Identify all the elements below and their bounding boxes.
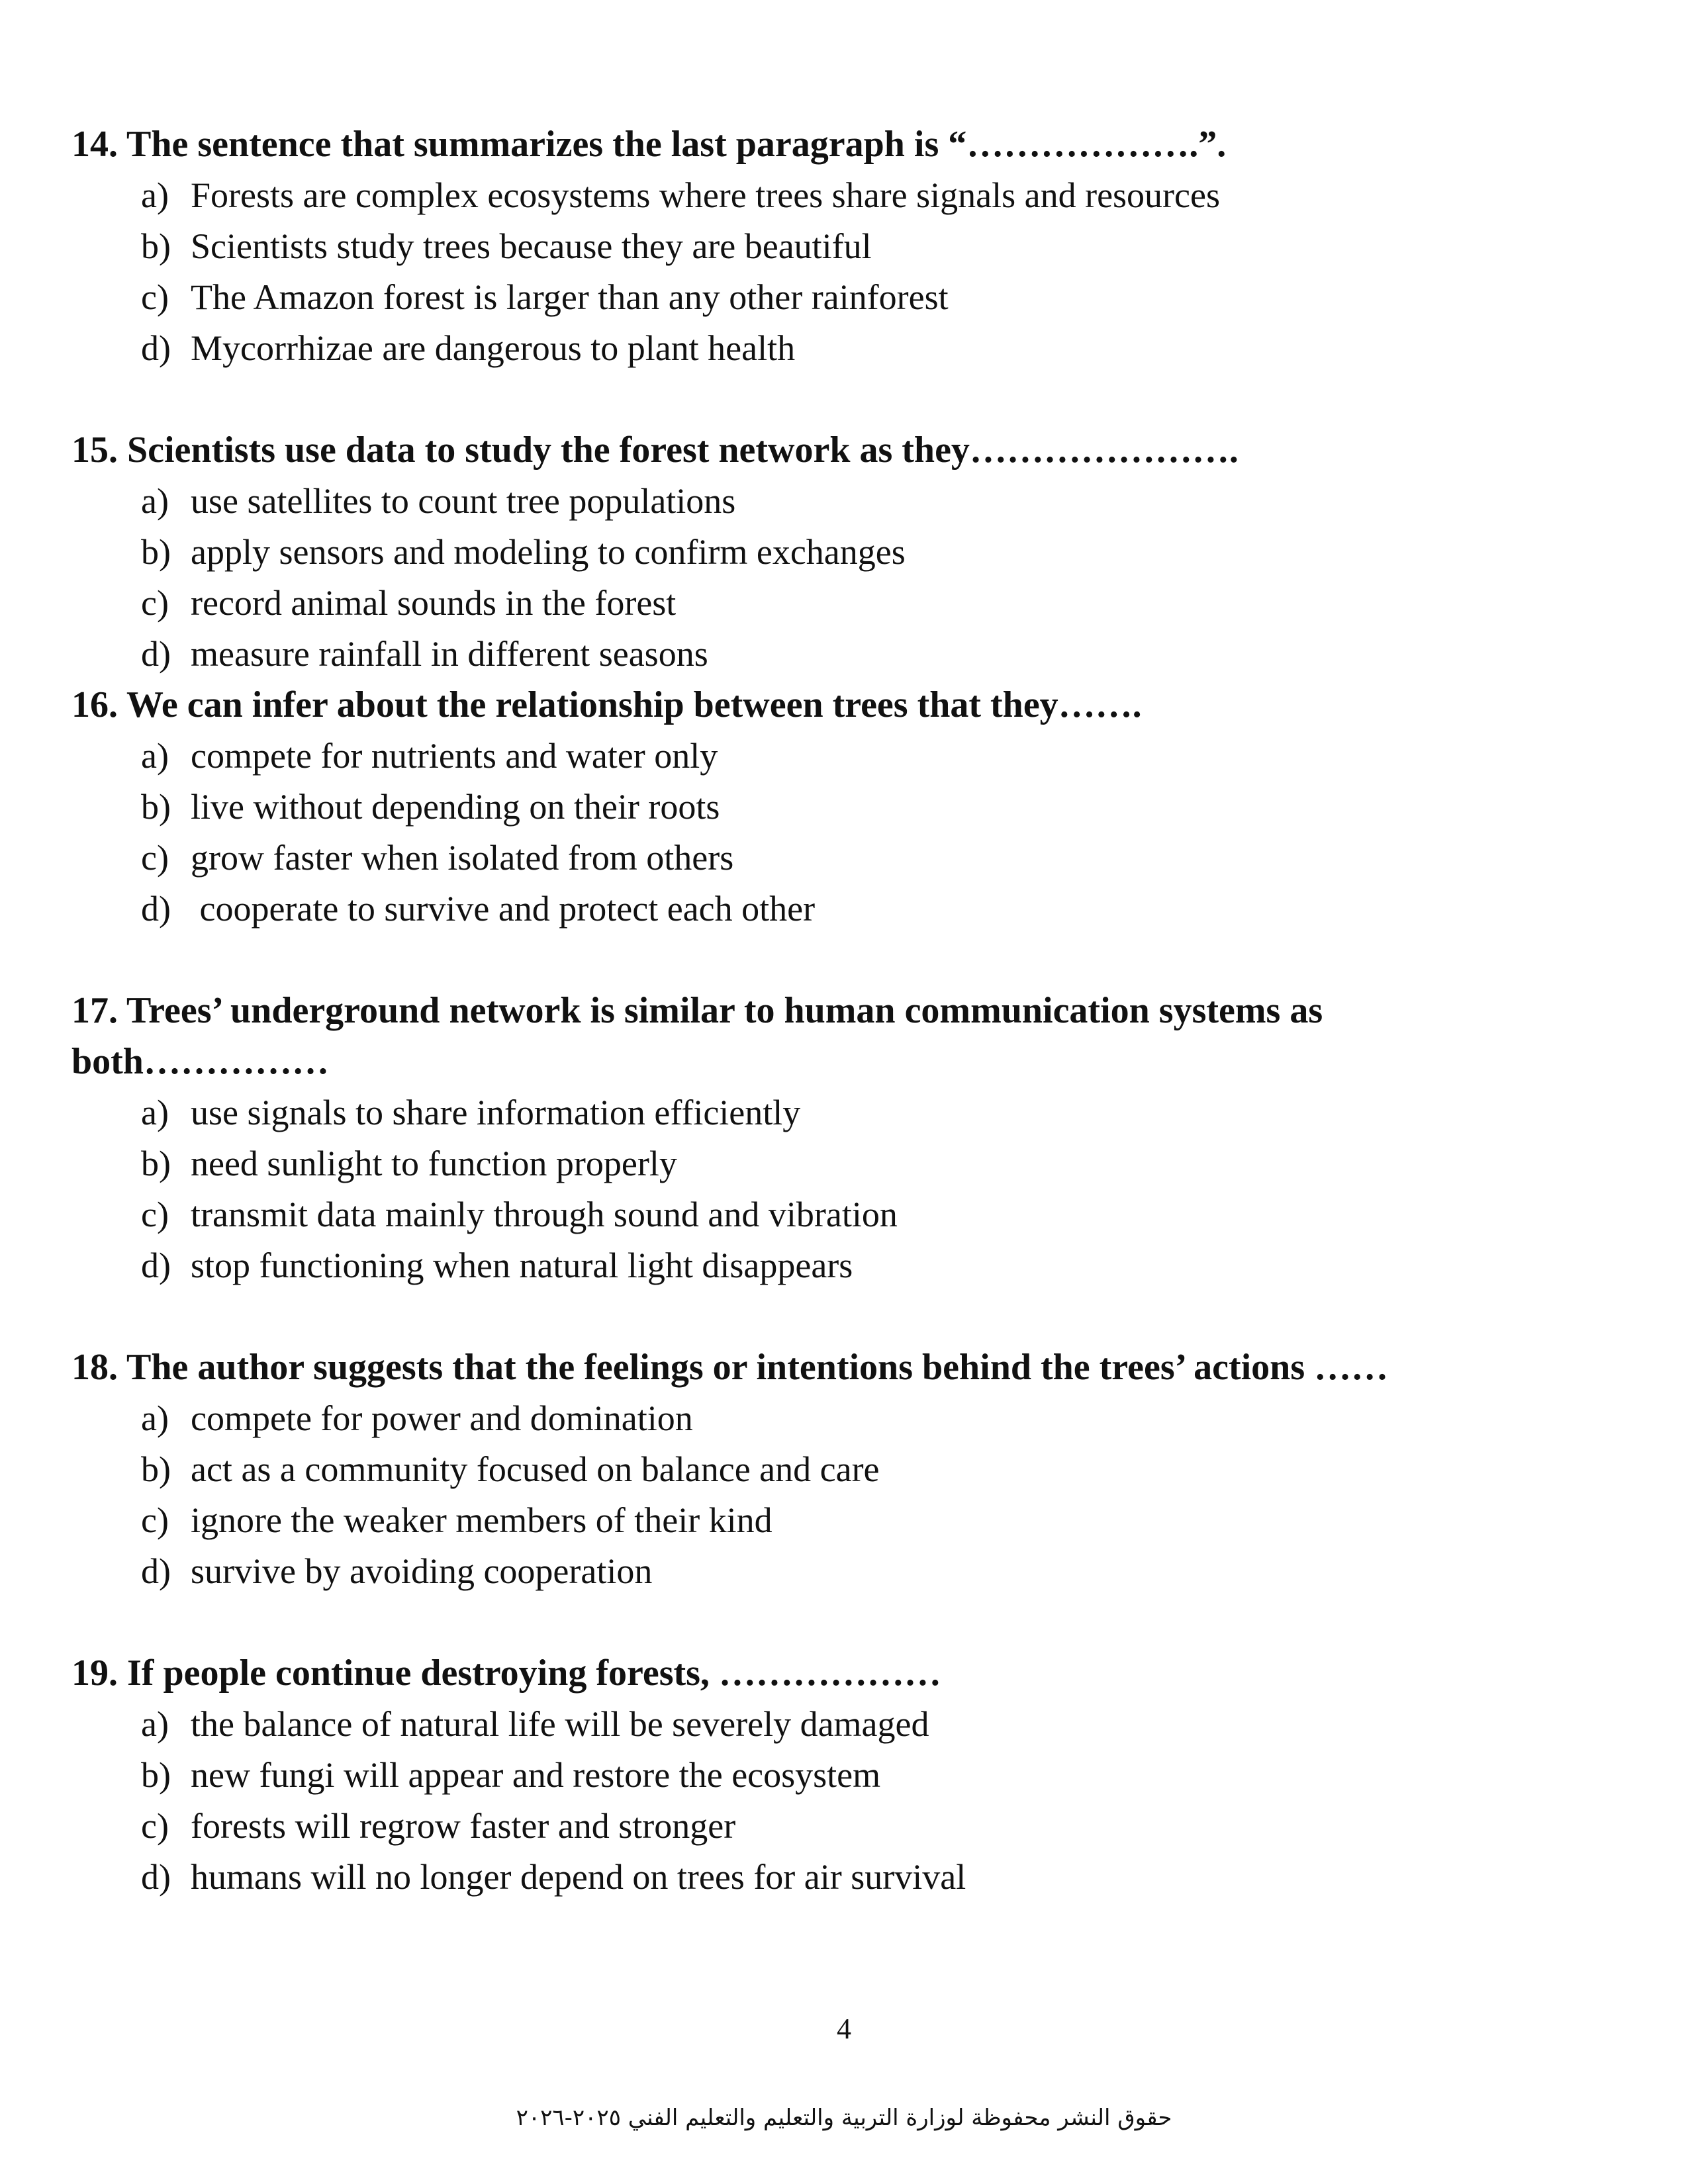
option-b	[71, 1138, 1614, 1189]
option-text: use satellites to count tree populations	[191, 481, 736, 521]
option-text: transmit data mainly through sound and vibration	[191, 1195, 898, 1234]
question-text: 18. The author suggests that the feelings or intentions behind the trees’ actions ……	[71, 1347, 1389, 1388]
option-list	[71, 170, 1614, 374]
option-text: Mycorrhizae are dangerous to plant health	[191, 328, 796, 368]
option-letter: b)	[141, 226, 171, 266]
option-c	[71, 1801, 1614, 1852]
option-letter: d)	[141, 634, 171, 674]
spacer	[71, 934, 1614, 985]
option-c	[71, 578, 1614, 629]
option-c	[71, 272, 1614, 323]
option-d	[71, 323, 1614, 374]
option-b	[71, 1750, 1614, 1801]
option-a	[71, 1087, 1614, 1138]
option-letter: d)	[141, 328, 171, 368]
question-text: 19. If people continue destroying forests, ………………	[71, 1653, 941, 1694]
option-text: new fungi will appear and restore the ecosystem	[191, 1755, 881, 1795]
option-text: The Amazon forest is larger than any other rainforest	[191, 277, 949, 317]
option-text: humans will no longer depend on trees for air survival	[191, 1857, 966, 1897]
option-d	[71, 1546, 1614, 1597]
option-letter: b)	[141, 787, 171, 827]
copyright-notice: حقوق النشر محفوظة لوزارة التربية والتعليم والتعليم الفني ٢٠٢٥-٢٠٢٦	[516, 2105, 1172, 2131]
option-a	[71, 1393, 1614, 1444]
option-a	[71, 170, 1614, 221]
option-b	[71, 1444, 1614, 1495]
option-letter: b)	[141, 1144, 171, 1183]
option-letter: a)	[141, 736, 169, 776]
option-list	[71, 476, 1614, 680]
question-18	[71, 1342, 1614, 1597]
option-letter: d)	[141, 1551, 171, 1591]
option-letter: a)	[141, 1398, 169, 1438]
option-letter: c)	[141, 1806, 169, 1846]
question-text-line1: 17. Trees’ underground network is similar to human communication systems as	[71, 990, 1323, 1031]
question-15	[71, 425, 1614, 680]
option-text: stop functioning when natural light disappears	[191, 1246, 853, 1285]
option-list	[71, 731, 1614, 934]
option-text: need sunlight to function properly	[191, 1144, 677, 1183]
option-c	[71, 1189, 1614, 1240]
option-text: forests will regrow faster and stronger	[191, 1806, 736, 1846]
option-c	[71, 833, 1614, 884]
exam-page	[71, 119, 1614, 1903]
option-b	[71, 221, 1614, 272]
option-text: the balance of natural life will be severely damaged	[191, 1704, 929, 1744]
option-text: compete for nutrients and water only	[191, 736, 718, 776]
page-number: 4	[837, 2013, 851, 2045]
option-text: act as a community focused on balance and care	[191, 1449, 880, 1489]
option-letter: a)	[141, 481, 169, 521]
option-text: live without depending on their roots	[191, 787, 720, 827]
option-letter: d)	[141, 889, 171, 929]
option-text: Scientists study trees because they are beautiful	[191, 226, 872, 266]
question-text: 16. We can infer about the relationship between trees that they…….	[71, 684, 1142, 725]
question-14	[71, 119, 1614, 374]
option-list	[71, 1393, 1614, 1597]
option-letter: a)	[141, 175, 169, 215]
option-letter: b)	[141, 1449, 171, 1489]
option-list	[71, 1087, 1614, 1291]
option-text: grow faster when isolated from others	[191, 838, 734, 878]
option-letter: a)	[141, 1704, 169, 1744]
question-text-line2: both……………	[71, 1041, 329, 1082]
option-letter: b)	[141, 1755, 171, 1795]
question-17	[71, 985, 1614, 1291]
option-letter: a)	[141, 1093, 169, 1132]
spacer	[71, 1291, 1614, 1342]
option-text: survive by avoiding cooperation	[191, 1551, 653, 1591]
option-text: ignore the weaker members of their kind	[191, 1500, 773, 1540]
option-list	[71, 1699, 1614, 1903]
option-letter: c)	[141, 838, 169, 878]
option-b	[71, 527, 1614, 578]
option-text: Forests are complex ecosystems where trees share signals and resources	[191, 175, 1220, 215]
question-text: 14. The sentence that summarizes the last paragraph is “……………….”.	[71, 124, 1227, 165]
question-19	[71, 1648, 1614, 1903]
option-d	[71, 884, 1614, 934]
option-a	[71, 1699, 1614, 1750]
question-16	[71, 680, 1614, 934]
option-d	[71, 1852, 1614, 1903]
option-a	[71, 476, 1614, 527]
option-letter: c)	[141, 1500, 169, 1540]
option-d	[71, 1240, 1614, 1291]
option-b	[71, 782, 1614, 833]
option-d	[71, 629, 1614, 680]
option-letter: d)	[141, 1857, 171, 1897]
option-text: apply sensors and modeling to confirm exchanges	[191, 532, 906, 572]
option-letter: c)	[141, 1195, 169, 1234]
option-letter: d)	[141, 1246, 171, 1285]
option-letter: c)	[141, 583, 169, 623]
question-text: 15. Scientists use data to study the forest network as they………………….	[71, 430, 1239, 471]
option-text: measure rainfall in different seasons	[191, 634, 708, 674]
option-c	[71, 1495, 1614, 1546]
option-text: record animal sounds in the forest	[191, 583, 677, 623]
option-text: use signals to share information efficiently	[191, 1093, 801, 1132]
option-text: cooperate to survive and protect each other	[191, 889, 816, 929]
spacer	[71, 374, 1614, 425]
option-letter: b)	[141, 532, 171, 572]
option-a	[71, 731, 1614, 782]
option-letter: c)	[141, 277, 169, 317]
spacer	[71, 1597, 1614, 1648]
option-text: compete for power and domination	[191, 1398, 693, 1438]
